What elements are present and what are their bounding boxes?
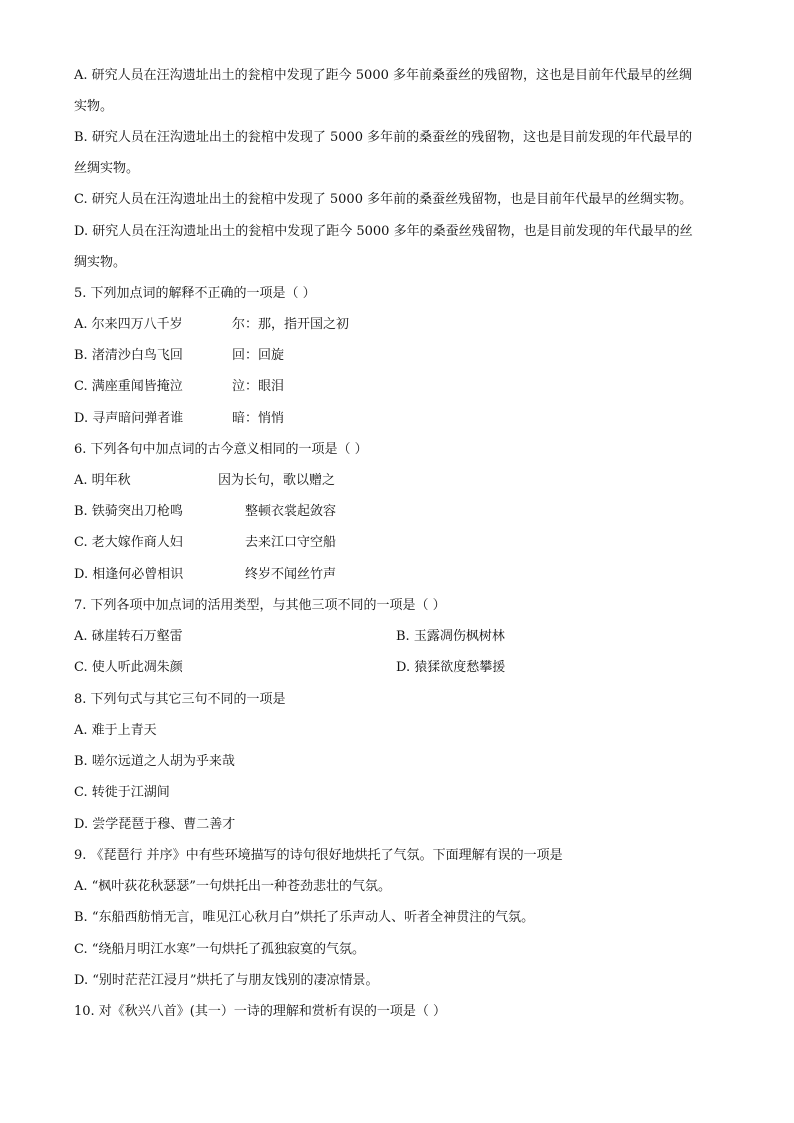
q5-option-d-note: 暗：悄悄	[232, 411, 285, 426]
q6-option-c-note: 去来江口守空船	[245, 535, 337, 550]
q9-option-b: B. “东船西舫悄无言，唯见江心秋月白”烘托了乐声动人、听者全神贯注的气氛。	[74, 910, 535, 925]
q4-option-b-line1: B. 研究人员在汪沟遗址出土的瓮棺中发现了 5000 多年前的桑蚕丝的残留物，这也是目前发现的年代最早的	[74, 130, 693, 145]
q6-option-b-note: 整顿衣裳起敛容	[245, 504, 337, 519]
q7-option-a: A. 砯崖转石万壑雷	[74, 629, 183, 644]
q5-option-d	[74, 409, 285, 429]
q6-option-a-text: A. 明年秋	[74, 473, 131, 488]
q7-option-c: C. 使人听此凋朱颜	[74, 660, 183, 675]
q7-row-2	[74, 658, 506, 678]
q5-option-c	[74, 377, 285, 397]
q6-option-d	[74, 565, 337, 585]
q6-option-b	[74, 502, 337, 522]
q6-option-c-text: C. 老大嫁作商人妇	[74, 535, 183, 550]
q5-option-a-text: A. 尔来四万八千岁	[74, 317, 183, 332]
q6-option-d-note: 终岁不闻丝竹声	[245, 567, 337, 582]
q5-stem: 5. 下列加点词的解释不正确的一项是（ ）	[74, 286, 316, 301]
q9-stem: 9. 《琵琶行 并序》中有些环境描写的诗句很好地烘托了气氛。下面理解有误的一项是	[74, 848, 563, 863]
q4-option-d-line2: 绸实物。	[74, 255, 127, 270]
q7-stem: 7. 下列各项中加点词的活用类型，与其他三项不同的一项是（ ）	[74, 598, 446, 613]
q5-option-b-note: 回：回旋	[232, 348, 285, 363]
q6-stem: 6. 下列各句中加点词的古今意义相同的一项是（ ）	[74, 442, 368, 457]
q5-option-a	[74, 315, 350, 335]
q5-option-c-note: 泣：眼泪	[232, 379, 285, 394]
q5-option-b-text: B. 渚清沙白鸟飞回	[74, 348, 183, 363]
q6-option-c	[74, 533, 337, 553]
q6-option-b-text: B. 铁骑突出刀枪鸣	[74, 504, 183, 519]
q4-option-c: C. 研究人员在汪沟遗址出土的瓮棺中发现了 5000 多年前的桑蚕丝残留物，也是目前年代最早的丝绸实物。	[74, 192, 693, 207]
q8-option-a: A. 难于上青天	[74, 723, 157, 738]
q8-stem: 8. 下列句式与其它三句不同的一项是	[74, 692, 286, 707]
q6-option-a	[74, 471, 336, 491]
q5-option-b	[74, 346, 285, 366]
q6-option-d-text: D. 相逢何必曾相识	[74, 567, 184, 582]
q4-option-b-line2: 丝绸实物。	[74, 161, 140, 176]
q10-stem: 10. 对《秋兴八首》(其一）一诗的理解和赏析有误的一项是（ ）	[74, 1004, 447, 1019]
q8-option-b: B. 嗟尔远道之人胡为乎来哉	[74, 754, 235, 769]
q5-option-c-text: C. 满座重闻皆掩泣	[74, 379, 183, 394]
q6-option-a-note: 因为长句，歌以赠之	[218, 473, 336, 488]
q5-option-a-note: 尔：那，指开国之初	[232, 317, 350, 332]
q8-option-c: C. 转徙于江湖间	[74, 785, 170, 800]
q7-row-1	[74, 627, 505, 647]
q4-option-a-line2: 实物。	[74, 99, 114, 114]
q9-option-d: D. “别时茫茫江浸月”烘托了与朋友饯别的凄凉情景。	[74, 973, 379, 988]
q8-option-d: D. 尝学琵琶于穆、曹二善才	[74, 817, 236, 832]
q4-option-d-line1: D. 研究人员在汪沟遗址出土的瓮棺中发现了距今 5000 多年的桑蚕丝残留物，也是目前发现的年代最早的丝	[74, 224, 693, 239]
q7-option-b: B. 玉露凋伤枫树林	[396, 629, 505, 644]
q4-option-a-line1: A. 研究人员在汪沟遗址出土的瓮棺中发现了距今 5000 多年前桑蚕丝的残留物，这也是目前年代最早的丝绸	[74, 68, 693, 83]
q9-option-c: C. “绕船月明江水寒”一句烘托了孤独寂寞的气氛。	[74, 942, 366, 957]
q5-option-d-text: D. 寻声暗问弹者谁	[74, 411, 184, 426]
q7-option-d: D. 猿猱欲度愁攀援	[396, 660, 506, 675]
q9-option-a: A. “枫叶荻花秋瑟瑟”一句烘托出一种苍劲悲壮的气氛。	[74, 879, 391, 894]
